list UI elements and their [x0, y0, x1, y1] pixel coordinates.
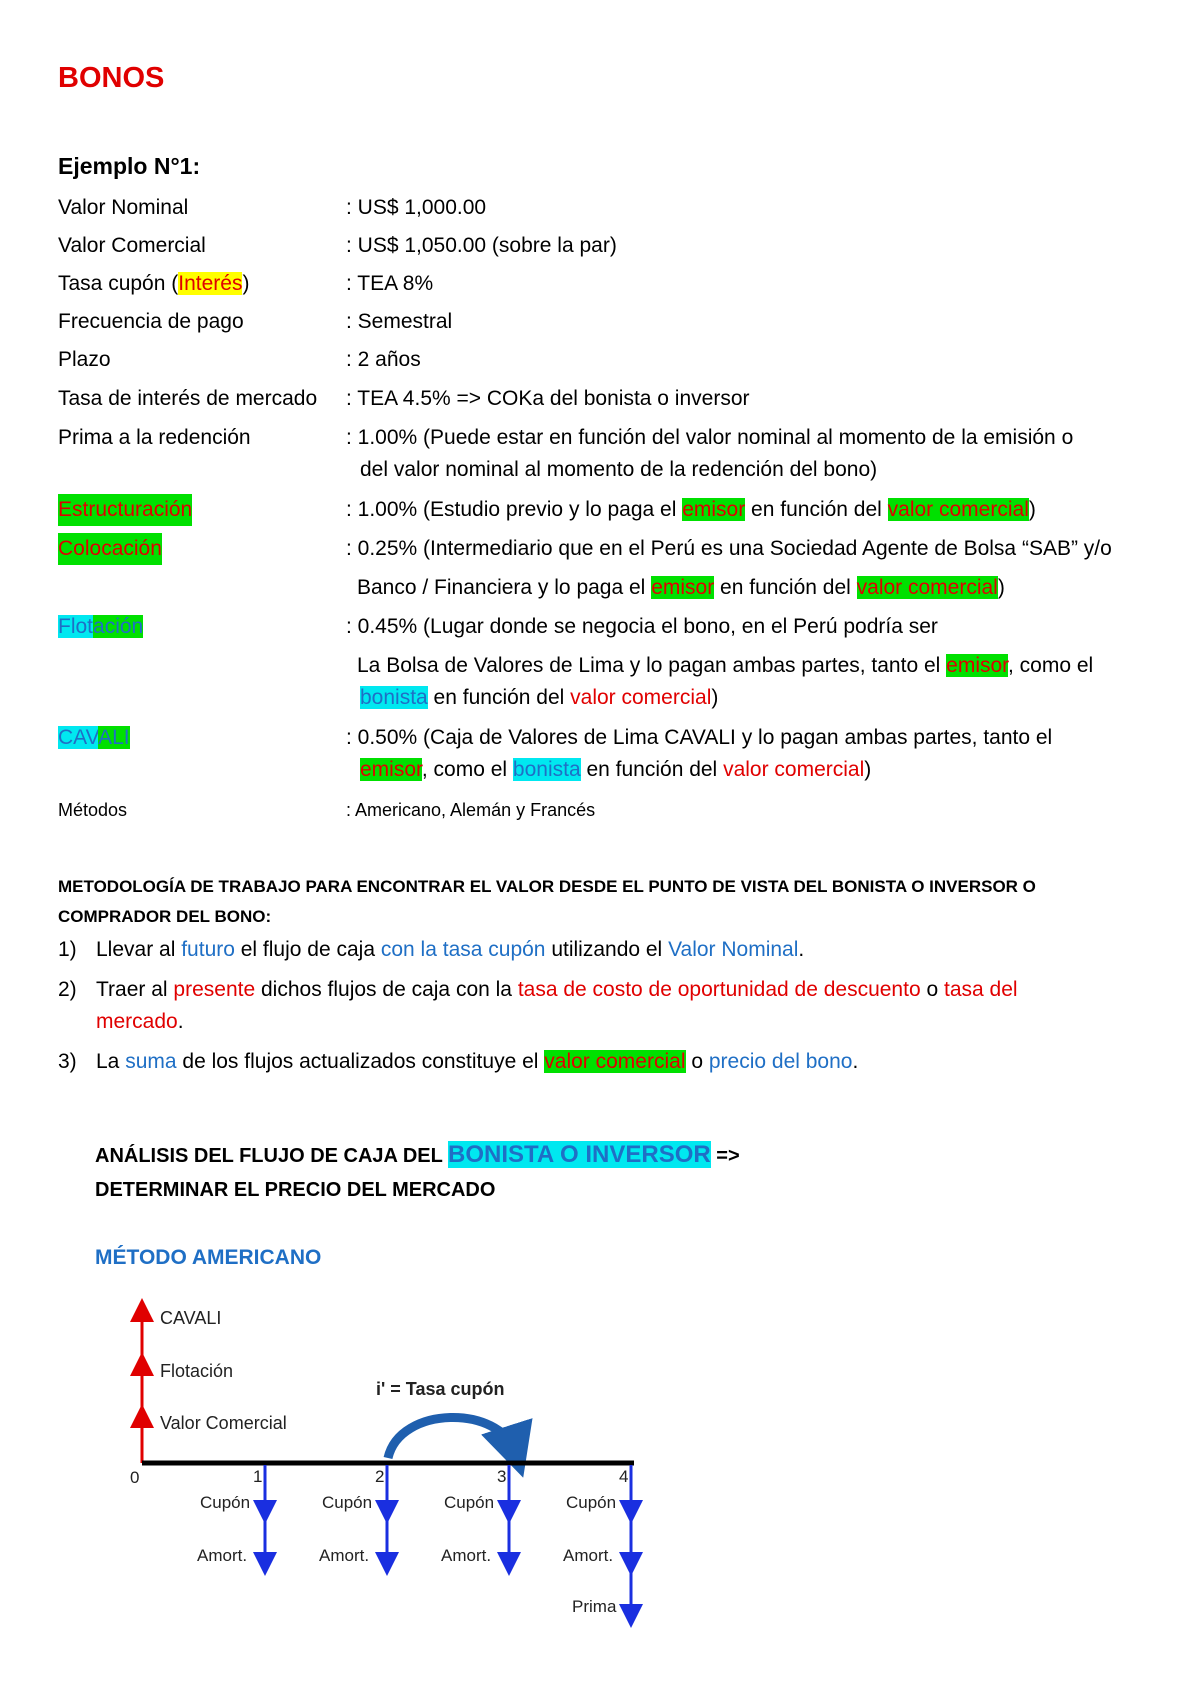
analysis-c: =>: [710, 1145, 740, 1167]
colocacion-emisor: emisor: [651, 576, 715, 599]
cavali-bonista: bonista: [512, 758, 581, 781]
value-valor-nominal: : US$ 1,000.00: [346, 196, 487, 219]
colocacion-text-2b: en función del: [714, 576, 857, 599]
label-tasa-cupon: [58, 268, 249, 300]
analysis-line-2: DETERMINAR EL PRECIO DEL MERCADO: [95, 1179, 496, 1201]
colocacion-valor-comercial: valor comercial: [856, 576, 998, 599]
period-4: 4: [619, 1467, 629, 1486]
inflow-label-valor-comercial: Valor Comercial: [160, 1413, 287, 1433]
flotacion-emisor: emisor: [946, 654, 1008, 677]
step-2-presente: presente: [173, 978, 256, 1001]
step-3-precio-bono: precio del bono: [708, 1050, 853, 1073]
flotacion-text-3b: ): [711, 686, 719, 709]
flotacion-valor-comercial: valor comercial: [570, 686, 712, 709]
inflow-label-flotacion: Flotación: [160, 1361, 234, 1381]
value-metodos: : Americano, Alemán y Francés: [346, 800, 596, 820]
label-flotacion-a: Flot: [58, 615, 94, 638]
outflow-amort-label-1: Amort.: [197, 1546, 248, 1565]
outflow-period-4: [563, 1465, 631, 1616]
period-2: 2: [375, 1467, 385, 1486]
step-1-valor-nominal: Valor Nominal: [668, 938, 799, 961]
step-3-a: La: [96, 1050, 126, 1073]
step-1-g: .: [798, 938, 805, 961]
step-1-text: [96, 934, 804, 966]
inflow-label-cavali: CAVALI: [160, 1308, 222, 1328]
step-3-valor-comercial: valor comercial: [544, 1050, 686, 1073]
value-colocacion-cont: [357, 572, 1005, 604]
value-tasa-mercado: : TEA 4.5% => COKa del bonista o inversor: [346, 387, 750, 410]
period-1: 1: [253, 1467, 263, 1486]
estructuracion-emisor: emisor: [682, 498, 746, 521]
flotacion-text-2b: , como el: [1008, 654, 1094, 677]
step-3-c: de los flujos actualizados constituye el: [176, 1050, 545, 1073]
step-2-e: o: [920, 978, 944, 1001]
label-tasa-mercado: Tasa de interés de mercado: [58, 387, 318, 410]
label-valor-nominal: Valor Nominal: [58, 196, 189, 219]
step-2-h: .: [177, 1010, 184, 1033]
label-frecuencia: Frecuencia de pago: [58, 310, 244, 333]
page-title: BONOS: [58, 62, 165, 94]
step-3-suma: suma: [125, 1050, 177, 1073]
step-1-tasa-cupon: con la tasa cupón: [380, 938, 546, 961]
estructuracion-text-1: : 1.00% (Estudio previo y lo paga el: [346, 498, 683, 521]
label-plazo: Plazo: [58, 348, 111, 371]
estructuracion-text-2: en función del: [745, 498, 888, 521]
step-3-e: o: [685, 1050, 709, 1073]
value-valor-comercial: : US$ 1,050.00 (sobre la par): [346, 234, 617, 257]
label-metodos: Métodos: [58, 800, 128, 820]
outflow-amort-label-2: Amort.: [319, 1546, 370, 1565]
analysis-heading: [95, 1138, 740, 1207]
outflow-cupon-label-3: Cupón: [444, 1493, 495, 1512]
value-cavali-cont: [360, 754, 871, 786]
label-tasa-cupon-pre: Tasa cupón (: [58, 272, 179, 295]
label-flotacion: [58, 611, 143, 643]
step-1-number: 1): [58, 938, 77, 961]
step-3-text: [96, 1046, 858, 1078]
label-interes-highlight: Interés: [178, 272, 243, 295]
value-estructuracion: [346, 494, 1036, 526]
value-prima-cont: del valor nominal al momento de la redención del bono): [360, 458, 878, 481]
step-2-text-cont: [96, 1006, 184, 1038]
value-prima: : 1.00% (Puede estar en función del valor nominal al momento de la emisión o: [346, 426, 1074, 449]
value-plazo: : 2 años: [346, 348, 421, 371]
step-2-tasa-del: tasa del: [943, 978, 1018, 1001]
cavali-text-2b: en función del: [580, 758, 724, 781]
label-cavali-b: ALI: [98, 726, 130, 749]
step-1-e: utilizando el: [545, 938, 669, 961]
rate-label: i' = Tasa cupón: [376, 1379, 505, 1399]
outflow-prima-label-4: Prima: [572, 1597, 617, 1616]
outflow-cupon-label-1: Cupón: [200, 1493, 251, 1512]
value-tasa-cupon: : TEA 8%: [346, 272, 434, 295]
analysis-line-1: [95, 1138, 740, 1173]
period-3: 3: [497, 1467, 507, 1486]
flotacion-bonista: bonista: [360, 686, 428, 709]
value-colocacion: : 0.25% (Intermediario que en el Perú es una Sociedad Agente de Bolsa “SAB” y/o: [346, 537, 1112, 560]
cash-flow-diagram: [0, 1280, 1200, 1640]
step-2-text: [96, 974, 1018, 1006]
flotacion-text-3a: en función del: [427, 686, 571, 709]
step-2-c: dichos flujos de caja con la: [255, 978, 518, 1001]
label-tasa-cupon-post: ): [242, 272, 250, 295]
colocacion-text-2c: ): [997, 576, 1005, 599]
step-3-number: 3): [58, 1050, 77, 1073]
label-flotacion-b: ación: [93, 615, 144, 638]
label-colocacion: Colocación: [58, 533, 162, 565]
value-flotacion: : 0.45% (Lugar donde se negocia el bono, en el Perú podría ser: [346, 615, 938, 638]
step-1-c: el flujo de caja: [234, 938, 381, 961]
step-2-number: 2): [58, 978, 77, 1001]
step-2-a: Traer al: [96, 978, 174, 1001]
period-0: 0: [130, 1468, 140, 1487]
value-flotacion-cont: [357, 650, 1093, 682]
method-title: MÉTODO AMERICANO: [95, 1246, 322, 1269]
label-valor-comercial: Valor Comercial: [58, 234, 206, 257]
methodology-heading: METODOLOGÍA DE TRABAJO PARA ENCONTRAR EL VALOR DESDE EL PUNTO DE VISTA DEL BONISTA O INVERSOR O COMPRADOR DEL BONO:: [58, 877, 1036, 926]
estructuracion-valor-comercial: valor comercial: [887, 498, 1029, 521]
example-title: Ejemplo N°1:: [58, 153, 201, 179]
rate-arc: [388, 1417, 515, 1458]
value-frecuencia: : Semestral: [346, 310, 453, 333]
colocacion-text-2a: Banco / Financiera y lo paga el: [357, 576, 652, 599]
cavali-emisor: emisor: [360, 758, 422, 781]
outflow-amort-label-4: Amort.: [563, 1546, 614, 1565]
estructuracion-text-3: ): [1028, 498, 1036, 521]
step-1-a: Llevar al: [96, 938, 182, 961]
analysis-bonista: BONISTA O INVERSOR: [448, 1141, 711, 1168]
label-estructuracion: Estructuración: [58, 494, 192, 526]
outflow-amort-label-3: Amort.: [441, 1546, 492, 1565]
analysis-a: ANÁLISIS DEL FLUJO DE CAJA DEL: [95, 1145, 449, 1167]
cavali-text-2a: , como el: [421, 758, 513, 781]
cavali-valor-comercial: valor comercial: [723, 758, 865, 781]
step-2-mercado: mercado: [96, 1010, 178, 1033]
outflow-cupon-label-4: Cupón: [566, 1493, 617, 1512]
label-prima: Prima a la redención: [58, 426, 251, 449]
value-cavali: : 0.50% (Caja de Valores de Lima CAVALI y lo pagan ambas partes, tanto el: [346, 726, 1053, 749]
step-2-tasa-costo: tasa de costo de oportunidad de descuento: [517, 978, 921, 1001]
value-flotacion-cont2: [360, 682, 718, 714]
outflow-cupon-label-2: Cupón: [322, 1493, 373, 1512]
label-cavali: [58, 722, 130, 754]
step-3-g: .: [852, 1050, 859, 1073]
step-1-futuro: futuro: [181, 938, 235, 961]
label-cavali-a: CAV: [58, 726, 99, 749]
cavali-text-2c: ): [864, 758, 872, 781]
flotacion-text-2a: La Bolsa de Valores de Lima y lo pagan ambas partes, tanto el: [357, 654, 947, 677]
